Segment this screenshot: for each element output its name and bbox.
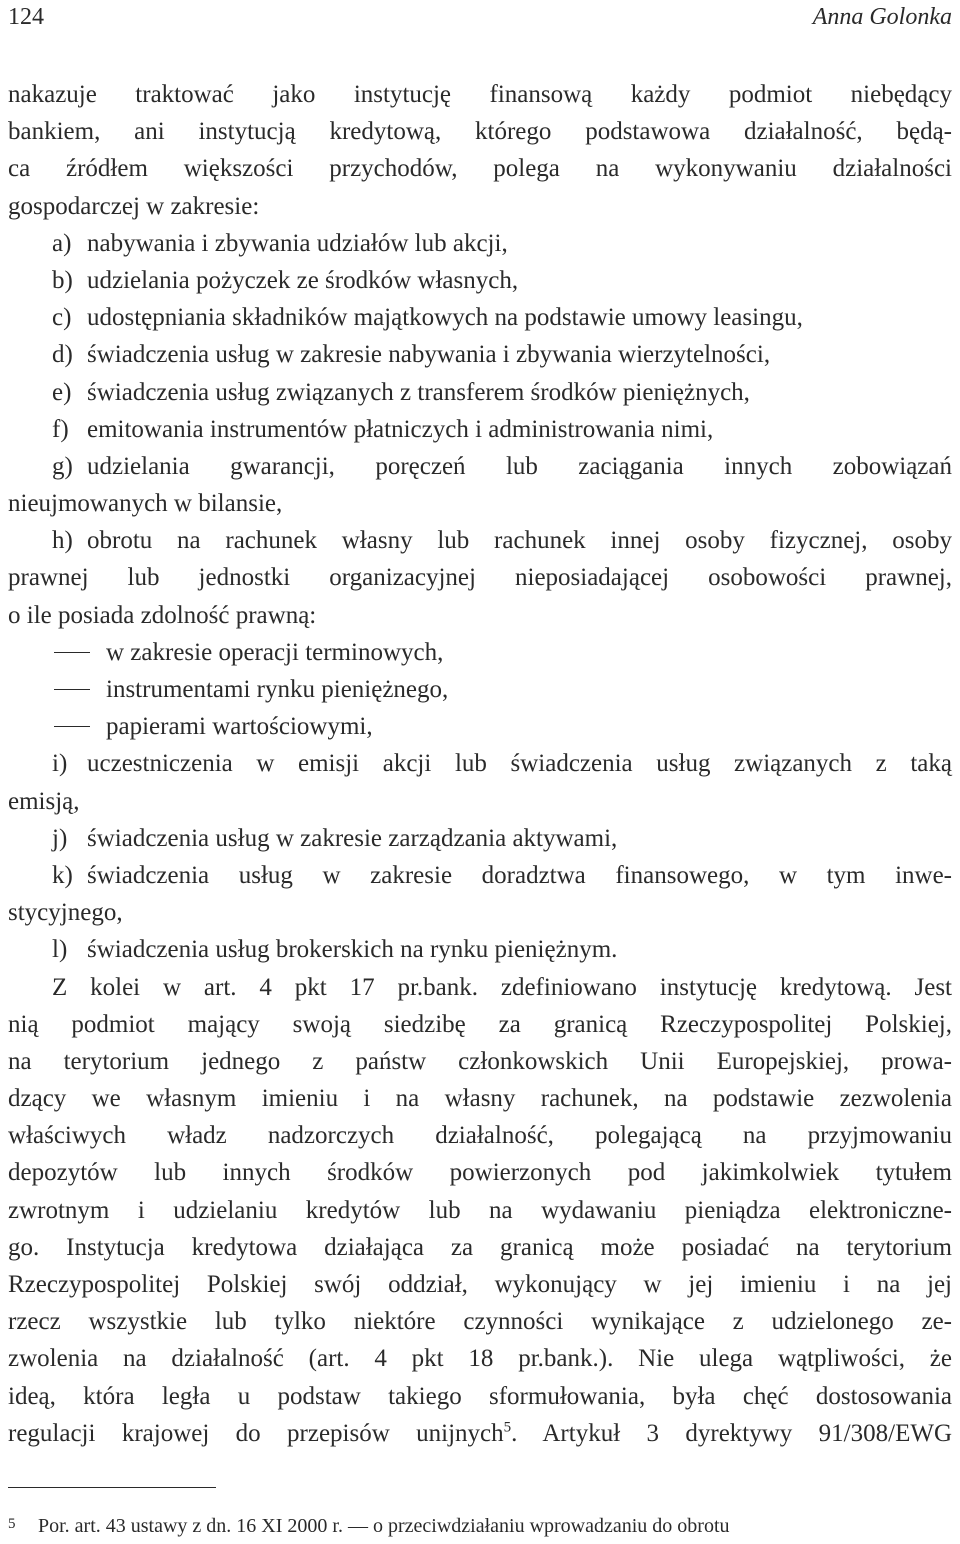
list-item-text: uczestniczenia w emisji akcji lub świadczenia usług związanych z taką (87, 750, 952, 778)
em-dash-mark (54, 726, 90, 727)
paragraph-line: Rzeczypospolitej Polskiej swój oddział, wykonujący w jej imieniu i na jej (8, 1271, 952, 1298)
list-item (8, 262, 952, 299)
footnote-reference[interactable]: 5 (503, 1419, 512, 1436)
dash-item (8, 708, 952, 745)
list-item-label: b) (52, 266, 73, 294)
page-number: 124 (8, 4, 44, 30)
dash-item-text: papierami wartościowymi, (106, 713, 373, 741)
text-line: bankiem, ani instytucją kredytową, którego podstawowa działalność, będą- (8, 118, 952, 146)
dash-item (8, 671, 952, 708)
list-item (8, 522, 952, 559)
paragraph-line-last (8, 1415, 952, 1452)
list-item-text: świadczenia usług w zakresie nabywania i zbywania wierzytelności, (87, 341, 771, 369)
paragraph-text: regulacji krajowej do przepisów unijnych (8, 1419, 504, 1447)
list-item-label: l) (52, 936, 68, 964)
list-item (8, 225, 952, 262)
paragraph-line: go. Instytucja kredytowa działająca za granicą może posiadać na terytorium (8, 1233, 952, 1261)
list-item (8, 857, 952, 894)
paragraph-line: dzący we własnym imieniu i na własny rachunek, na podstawie zezwolenia (8, 1085, 952, 1113)
list-item-label: d) (52, 341, 73, 369)
list-item-continuation: o ile posiada zdolność prawną: (8, 601, 317, 629)
paragraph-line: nią podmiot mający swoją siedzibę za granicą Rzeczypospolitej Polskiej, (8, 1010, 952, 1038)
page-header (8, 2, 952, 32)
list-item-text: udzielania gwarancji, poręczeń lub zaciągania innych zobowiązań (87, 452, 952, 480)
list-item-continuation: nieujmowanych w bilansie, (8, 490, 283, 518)
main-text (8, 76, 952, 1452)
list-item (8, 336, 952, 373)
list-item-text: nabywania i zbywania udziałów lub akcji, (87, 229, 508, 257)
list-item-label: h) (52, 527, 73, 555)
list-item-text: udostępniania składników majątkowych na podstawie umowy leasingu, (87, 304, 803, 332)
list-item-text: emitowania instrumentów płatniczych i administrowania nimi, (87, 415, 714, 443)
list-item (8, 411, 952, 448)
em-dash-mark (54, 652, 90, 653)
list-item (8, 931, 952, 968)
em-dash-mark (54, 689, 90, 690)
list-item-continuation: emisją, (8, 787, 80, 815)
list-item-label: a) (52, 229, 72, 257)
paragraph-line: depozytów lub innych środków powierzonych pod jakimkolwiek tytułem (8, 1159, 952, 1187)
list-item-label: c) (52, 304, 72, 332)
text-line: nakazuje traktować jako instytucję finansową każdy podmiot niebędący (8, 81, 952, 108)
list-item-text: obrotu na rachunek własny lub rachunek innej osoby fizycznej, osoby (87, 527, 952, 555)
list-item-text: świadczenia usług w zakresie zarządzania aktywami, (87, 824, 618, 852)
paragraph-line: Z kolei w art. 4 pkt 17 pr.bank. zdefiniowano instytucję kredytową. Jest (52, 973, 952, 1001)
list-item-label: e) (52, 378, 72, 406)
dash-item-text: instrumentami rynku pieniężnego, (106, 676, 449, 703)
list-item-label: f) (52, 415, 69, 443)
list-item-continuation: prawnej lub jednostki organizacyjnej nieposiadającej osobowości prawnej, (8, 564, 952, 592)
list-item (8, 299, 952, 336)
list-item-text: udzielania pożyczek ze środków własnych, (87, 266, 519, 294)
paragraph-text: . Artykuł 3 dyrektywy 91/308/EWG (511, 1419, 952, 1447)
list-item-label: j) (52, 824, 68, 852)
list-item-text: świadczenia usług brokerskich na rynku pieniężnym. (87, 936, 618, 964)
footnote-separator (8, 1487, 216, 1488)
text-line: gospodarczej w zakresie: (8, 192, 260, 220)
paragraph-line: rzecz wszystkie lub tylko niektóre czynności wynikające z udzielonego ze- (8, 1308, 952, 1336)
list-item (8, 448, 952, 485)
list-item-label: i) (52, 750, 68, 778)
list-item-continuation: stycyjnego, (8, 899, 123, 927)
paragraph-line: zwolenia na działalność (art. 4 pkt 18 pr.bank.). Nie ulega wątpliwości, że (8, 1345, 952, 1373)
text-line: ca źródłem większości przychodów, polega na wykonywaniu działalności (8, 155, 952, 183)
list-item (8, 820, 952, 857)
list-item-text: świadczenia usług w zakresie doradztwa finansowego, w tym inwe- (87, 861, 952, 889)
dash-item (8, 634, 952, 671)
paragraph-line: na terytorium jednego z państw członkowskich Unii Europejskiej, prowa- (8, 1047, 952, 1075)
footnote-mark: 5 (8, 1516, 16, 1532)
list-item (8, 374, 952, 411)
list-item-text: świadczenia usług związanych z transferem środków pieniężnych, (87, 378, 750, 406)
list-item-label: k) (52, 861, 73, 889)
running-head-author: Anna Golonka (812, 4, 952, 30)
footnote-text: Por. art. 43 ustawy z dn. 16 XI 2000 r. — o przeciwdziałaniu wprowadzaniu do obrotu (38, 1515, 730, 1537)
paragraph-line: zwrotnym i udzielaniu kredytów lub na wydawaniu pieniądza elektroniczne- (8, 1196, 952, 1224)
paragraph-line: ideą, która legła u podstaw takiego sformułowania, była chęć dostosowania (8, 1382, 952, 1410)
list-item (8, 745, 952, 782)
dash-item-text: w zakresie operacji terminowych, (106, 638, 444, 666)
footnote (8, 1512, 952, 1540)
list-item-label: g) (52, 452, 73, 480)
paragraph-line: właściwych władz nadzorczych działalność, polegającą na przyjmowaniu (8, 1122, 952, 1150)
